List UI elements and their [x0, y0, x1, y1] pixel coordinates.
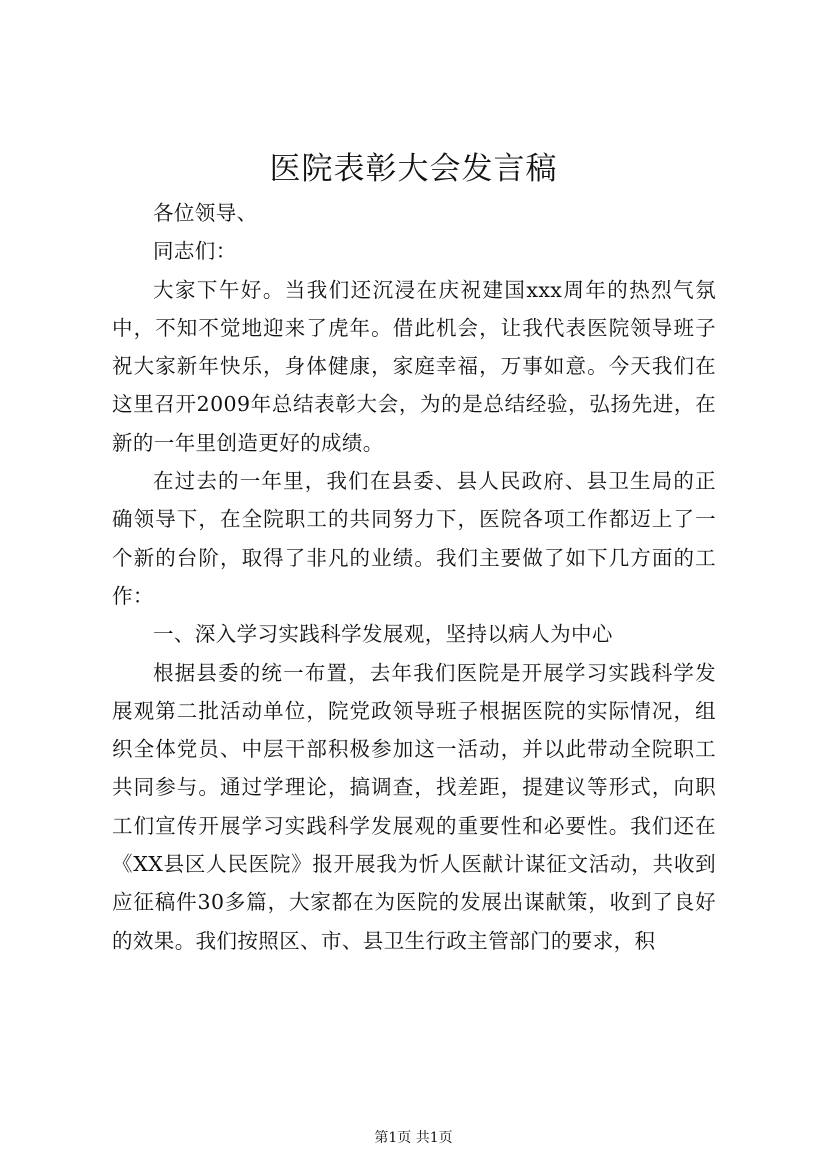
- document-title: 医院表彰大会发言稿: [269, 151, 558, 187]
- paragraph: 根据县委的统一布置，去年我们医院是开展学习实践科学发展观第二批活动单位，院党政领导班子根据医院的实际情况，组织全体党员、中层干部积极参加这一活动，并以此带动全院职工共同参与。通过学理论，搞调查，找差距，提建议等形式，向职工们宣传开展学习实践科学发展观的重要性和必要性。我们还在《XX县区人民医院》报开展我为忻人医献计谋征文活动，共收到应征稿件30多篇，大家都在为医院的发展出谋献策，收到了良好的效果。我们按照区、市、县卫生行政主管部门的要求，积: [112, 660, 716, 953]
- page-number-footer: 第1页 共1页: [374, 1130, 453, 1146]
- paragraph: 在过去的一年里，我们在县委、县人民政府、县卫生局的正确领导下，在全院职工的共同努力下，医院各项工作都迈上了一个新的台阶，取得了非凡的业绩。我们主要做了如下几方面的工作：: [112, 469, 716, 608]
- section-heading: 一、深入学习实践科学发展观，坚持以病人为中心: [153, 622, 613, 647]
- document-body: [112, 194, 716, 960]
- paragraph: 大家下午好。当我们还沉浸在庆祝建国xxx周年的热烈气氛中，不知不觉地迎来了虎年。借此机会，让我代表医院领导班子祝大家新年快乐，身体健康，家庭幸福，万事如意。今天我们在这里召开2009年总结表彰大会，为的是总结经验，弘扬先进，在新的一年里创造更好的成绩。: [112, 277, 716, 455]
- salutation-line: 各位领导、: [153, 201, 258, 225]
- salutation-line: 同志们：: [153, 239, 237, 264]
